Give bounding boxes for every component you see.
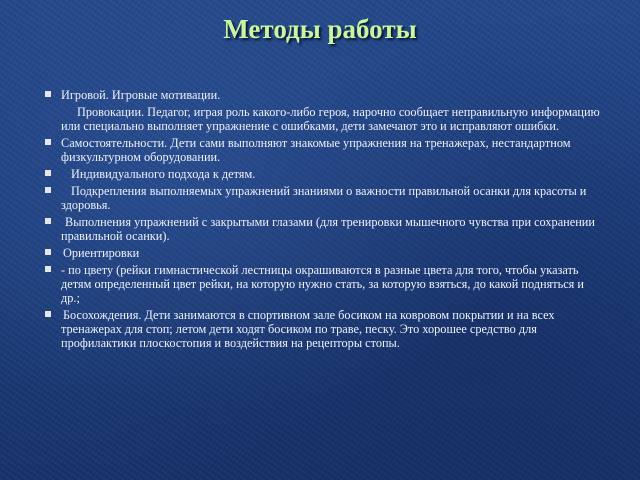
list-item-provocation	[44, 105, 604, 133]
list-item-orientation	[44, 246, 604, 260]
list-item-text: Самостоятельности. Дети сами выполняют знакомые упражнения на тренажерах, нестандартном физкультурном оборудовании.	[61, 136, 571, 164]
list-item-text: Подкрепления выполняемых упражнений знаниями о важности правильной осанки для красоты и здоровья.	[61, 184, 587, 212]
square-bullet-icon	[45, 218, 51, 224]
list-item-independence	[44, 136, 604, 164]
list-item-text: Босохождения. Дети занимаются в спортивном зале босиком на ковровом покрытии и на всех тренажерах для стоп; летом дети ходят босиком по траве, песку. Это хорошее средство для профилактики плоскостопия и воздействия на рецепторы стопы.	[61, 308, 555, 350]
square-bullet-icon	[45, 170, 51, 176]
list-item-text: Провокации. Педагог, играя роль какого-либо героя, нарочно сообщает неправильную информацию или специально выполняет упражнение с ошибками, дети замечают это и исправляют ошибки.	[61, 105, 600, 133]
square-bullet-icon	[45, 311, 51, 317]
slide-title: Методы работы	[223, 14, 417, 44]
square-bullet-icon	[45, 266, 51, 272]
list-item-text: Индивидуального подхода к детям.	[71, 167, 256, 181]
list-item-game	[44, 88, 604, 102]
square-bullet-icon	[45, 187, 51, 193]
square-bullet-icon	[45, 91, 51, 97]
list-item-reinforcement	[44, 184, 604, 212]
square-bullet-icon	[45, 139, 51, 145]
list-item-closed-eyes	[44, 215, 604, 243]
list-item-text: - по цвету (рейки гимнастической лестницы окрашиваются в разные цвета для того, чтобы указать детям определенный цвет рейки, на которую нужно стать, за которую взяться, до какой подняться и др.;	[61, 263, 584, 305]
list-item-text: Игровой. Игровые мотивации.	[61, 88, 221, 102]
methods-list	[44, 88, 604, 353]
list-item-individual	[44, 167, 604, 181]
list-item-text: Ориентировки	[63, 246, 140, 260]
square-bullet-icon	[45, 249, 51, 255]
list-item-text: Выполнения упражнений с закрытыми глазами (для тренировки мышечного чувства при сохранении правильной осанки).	[61, 215, 595, 243]
list-item-color	[44, 263, 604, 305]
list-item-barefoot	[44, 308, 604, 350]
